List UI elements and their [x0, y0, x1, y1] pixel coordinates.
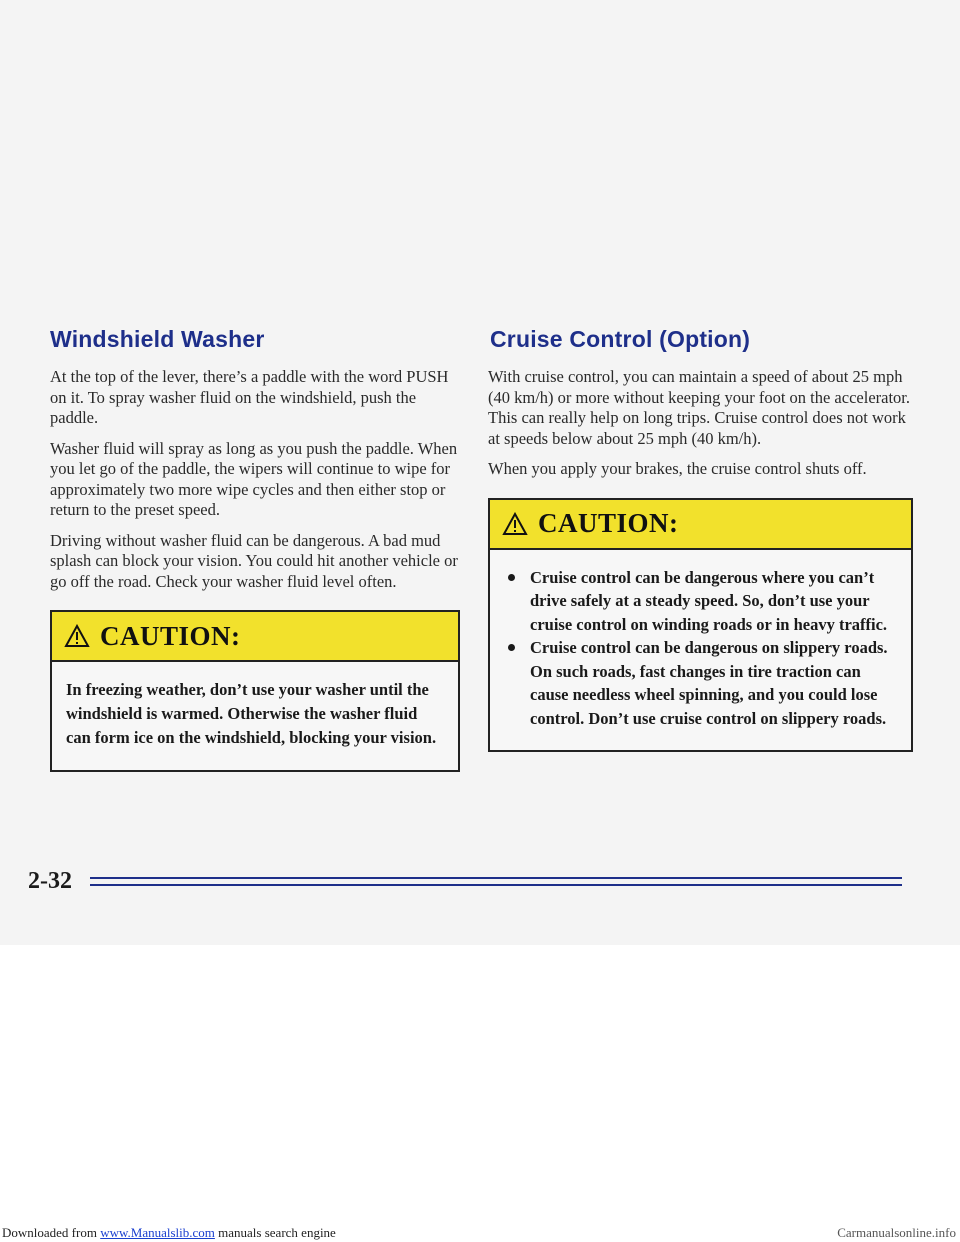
paragraph: When you apply your brakes, the cruise control shuts off. — [488, 459, 867, 478]
caution-text: In freezing weather, don’t use your washer until the windshield is warmed. Otherwise the washer fluid can form ice on the windshield, blocking your vision. — [66, 680, 437, 747]
bullet-text: Cruise control can be dangerous on slippery roads. On such roads, fast changes in tire traction can cause needless wheel spinning, and you could lose control. Don’t use cruise control on slippery roads. — [530, 638, 888, 728]
list-item — [504, 566, 897, 637]
paragraph: At the top of the lever, there’s a paddle with the word PUSH on it. To spray washer fluid on the windshield, push the paddle. — [50, 367, 449, 427]
cruise-control-section — [488, 326, 913, 752]
footer-rule — [90, 884, 902, 886]
watermark-text: Carmanualsonline.info — [837, 1225, 956, 1240]
footer-rule — [90, 877, 902, 879]
paragraph: Washer fluid will spray as long as you push the paddle. When you let go of the paddle, the wipers will continue to wipe for approximately two more wipe cycles and then either stop or return to the preset speed. — [50, 438, 458, 519]
windshield-washer-section — [50, 326, 460, 772]
page-number: 2-32 — [28, 868, 72, 894]
paragraph: With cruise control, you can maintain a speed of about 25 mph (40 km/h) or more without keeping your foot on the accelerator. This can really help on long trips. Cruise control does not work at speeds below about 25 mph (40 km/h). — [488, 367, 910, 448]
section-heading: Windshield Washer — [50, 326, 265, 352]
bullet-icon — [508, 574, 515, 581]
caution-title: CAUTION: — [538, 508, 679, 538]
caution-bullet-list — [504, 566, 897, 731]
list-item — [504, 636, 897, 730]
bullet-text: Cruise control can be dangerous where you can’t drive safely at a steady speed. So, don’t use your cruise control on winding roads or in heavy traffic. — [530, 567, 888, 634]
warning-triangle-icon — [502, 512, 528, 536]
caution-header — [490, 500, 911, 550]
caution-body — [490, 550, 911, 751]
download-suffix: manuals search engine — [214, 1225, 336, 1240]
caution-box — [50, 610, 460, 772]
download-prefix: Downloaded from — [2, 1225, 101, 1240]
warning-triangle-icon — [64, 624, 90, 648]
caution-header — [52, 612, 458, 662]
paragraph: Driving without washer fluid can be dangerous. A bad mud splash can block your vision. You could hit another vehicle or go off the road. Check your washer fluid level often. — [50, 530, 458, 591]
caution-title: CAUTION: — [100, 620, 241, 651]
download-text — [2, 1225, 336, 1241]
download-banner — [0, 1224, 960, 1242]
caution-body — [52, 662, 458, 770]
section-heading: Cruise Control (Option) — [490, 326, 751, 352]
caution-box — [488, 498, 913, 753]
bullet-icon — [508, 644, 515, 651]
manualslib-link[interactable]: www.Manualslib.com — [100, 1225, 215, 1240]
